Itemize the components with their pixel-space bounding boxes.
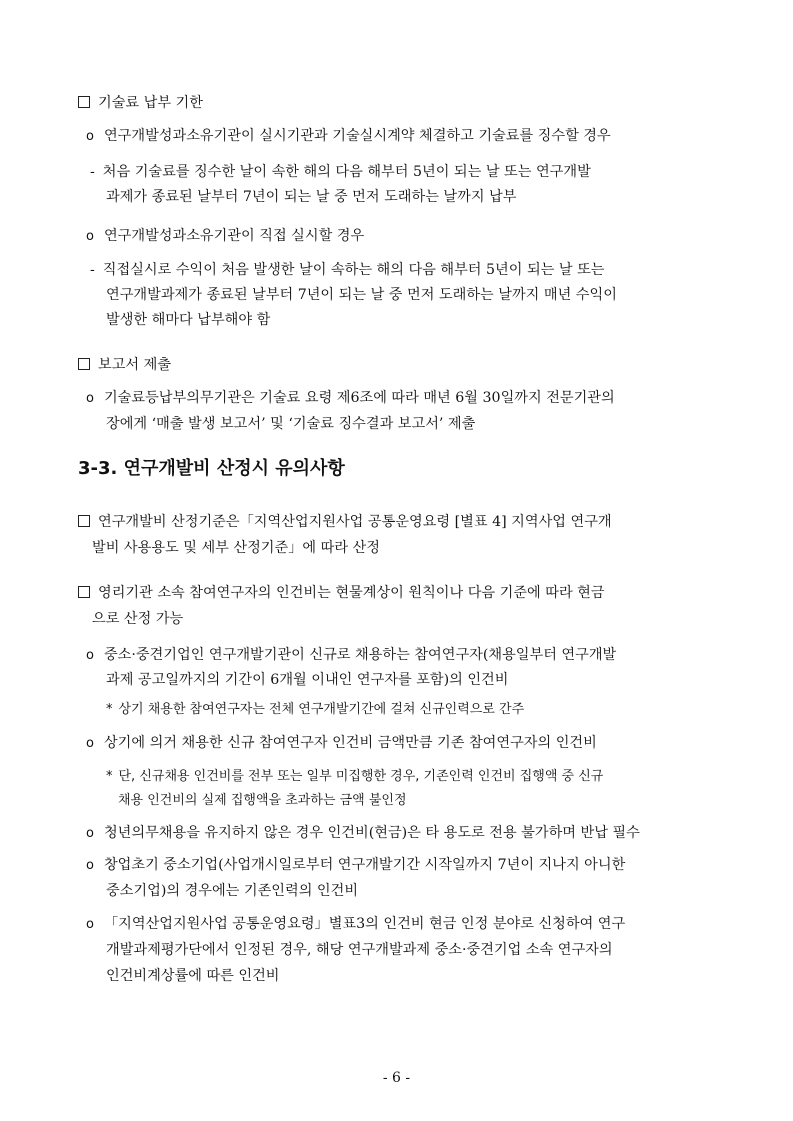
page-number: - 6 - [382,1070,411,1086]
section-heading-fee-deadline: 기술료 납부 기한 [0,93,793,113]
circle-bullet-icon: o [86,858,94,873]
checkbox-square-icon [78,515,90,527]
criteria-continuation: 중소기업)의 경우에는 기존인력의 인건비 [106,883,359,899]
section-title: 3-3. 연구개발비 산정시 유의사항 [78,458,345,479]
section-heading-report: 보고서 제출 [0,355,793,375]
criteria-item: o 창업초기 중소기업(사업개시일로부터 연구개발기간 시작일까지 7년이 지나지 아니한 [0,855,793,876]
criteria-continuation: 인건비계상률에 따른 인건비 [106,968,280,984]
paragraph: 영리기관 소속 참여연구자의 인건비는 현물계상이 원칙이나 다음 기준에 따라 현금 [0,583,793,603]
list-item-continuation: 연구개발과제가 종료된 날부터 7년이 되는 날 중 먼저 도래하는 날까지 매년 수익이 [106,287,617,303]
paragraph-continuation: 으로 산정 가능 [92,611,184,627]
criteria-continuation: 개발과제평가단에서 인정된 경우, 해당 연구개발과제 중소·중견기업 소속 연구자의 [106,942,613,958]
criteria-continuation: 과제 공고일까지의 기간이 6개월 이내인 연구자를 포함)의 인건비 [106,672,509,688]
list-item-continuation: 발생한 해마다 납부해야 함 [106,312,271,328]
criteria-note-continuation: 채용 인건비의 실제 집행액을 초과하는 금액 불인정 [118,793,407,808]
paragraph-continuation: 발비 사용용도 및 세부 산정기준」에 따라 산정 [92,540,380,556]
circle-bullet-icon: o [86,826,94,841]
circle-bullet-icon: o [86,391,94,406]
paragraph: 연구개발비 산정기준은「지역산업지원사업 공통운영요령 [별표 4] 지역사업 연구개 [0,512,793,532]
list-item-continuation: 장에게 ‘매출 발생 보고서’ 및 ‘기술료 징수결과 보고서’ 제출 [106,416,476,432]
circle-bullet-icon: o [86,736,94,751]
list-item-continuation: 과제가 종료된 날부터 7년이 되는 날 중 먼저 도래하는 날까지 납부 [106,189,517,205]
criteria-item: o 청년의무채용을 유지하지 않은 경우 인건비(현금)은 타 용도로 전용 불가하며 반납 필수 [0,823,793,844]
list-item: - 처음 기술료를 징수한 날이 속한 해의 다음 해부터 5년이 되는 날 또는 연구개발 [90,164,591,180]
circle-bullet-icon: o [86,917,94,932]
criteria-item: o 상기에 의거 채용한 신규 참여연구자 인건비 금액만큼 기존 참여연구자의 인건비 [0,733,793,754]
circle-bullet-icon: o [86,229,94,244]
criteria-note: * 상기 채용한 참여연구자는 전체 연구개발기간에 걸쳐 신규인력으로 간주 [106,702,525,717]
circle-bullet-icon: o [86,129,94,144]
criteria-item: o 「지역산업지원사업 공통운영요령」별표3의 인건비 현금 인정 분야로 신청하여 연구 [0,914,793,935]
list-item: o 연구개발성과소유기관이 직접 실시할 경우 [0,226,793,247]
checkbox-square-icon [78,586,90,598]
list-item: o 연구개발성과소유기관이 실시기관과 기술실시계약 체결하고 기술료를 징수할 경우 [0,126,793,147]
checkbox-square-icon [78,96,90,108]
circle-bullet-icon: o [86,648,94,663]
criteria-note: * 단, 신규채용 인건비를 전부 또는 일부 미집행한 경우, 기존인력 인건비 집행액 중 신규 [106,769,604,784]
criteria-item: o 중소·중견기업인 연구개발기관이 신규로 채용하는 참여연구자(채용일부터 연구개발 [0,645,793,666]
list-item: o 기술료등납부의무기관은 기술료 요령 제6조에 따라 매년 6월 30일까지 전문기관의 [0,388,793,409]
checkbox-square-icon [78,358,90,370]
list-item: - 직접실시로 수익이 처음 발생한 날이 속하는 해의 다음 해부터 5년이 되는 날 또는 [90,262,605,278]
